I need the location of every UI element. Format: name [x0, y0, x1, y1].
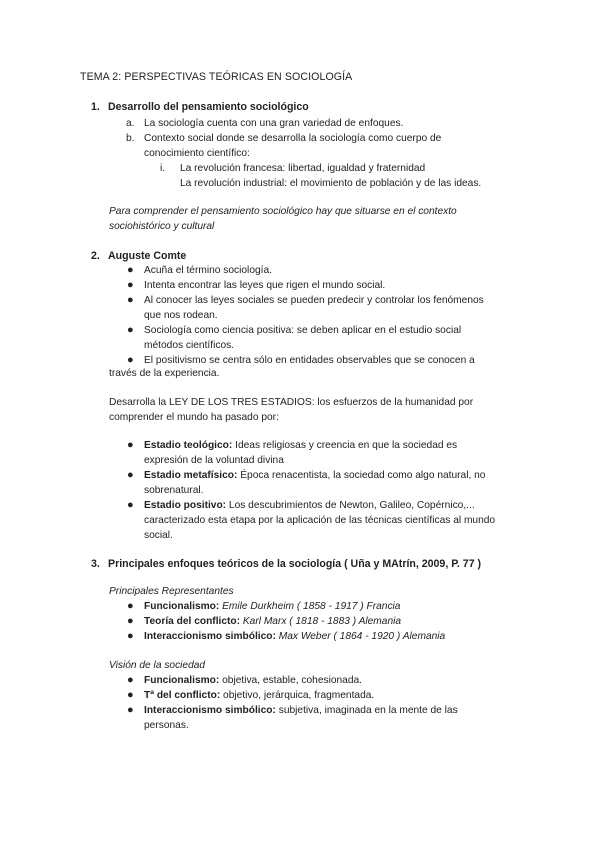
section-1-title: Desarrollo del pensamiento sociológico	[108, 101, 309, 113]
section-1-heading	[91, 100, 309, 115]
rep-label: Interaccionismo simbólico:	[144, 631, 276, 642]
bullet-icon: ●	[127, 499, 134, 511]
bullet-icon: ●	[127, 615, 134, 627]
list-item-text: Contexto social donde se desarrolla la sociología como cuerpo de	[144, 133, 442, 144]
list-item-text: La sociología cuenta con una gran variedad de enfoques.	[144, 118, 404, 129]
paragraph-line: Desarrolla la LEY DE LOS TRES ESTADIOS: los esfuerzos de la humanidad por	[109, 397, 474, 408]
vision-list	[127, 673, 547, 733]
vision-title: Visión de la sociedad	[109, 660, 206, 671]
bullet-icon: ●	[127, 279, 134, 291]
bullet-icon: ●	[127, 689, 134, 701]
stage-label: Estadio positivo:	[144, 500, 227, 511]
vision-text: subjetiva, imaginada en la mente de las	[275, 705, 458, 716]
list-item	[127, 629, 547, 644]
stage-text: Los descubrimientos de Newton, Galileo, Copérnico,...	[226, 500, 475, 511]
section-3-number: 3.	[91, 558, 100, 570]
list-item-text: Intenta encontrar las leyes que rigen el mundo social.	[144, 280, 386, 291]
bullet-icon: ●	[127, 630, 134, 642]
vision-text: personas.	[144, 720, 189, 731]
list-item	[126, 116, 546, 131]
bullet-icon: ●	[127, 354, 134, 366]
bullet-icon: ●	[127, 600, 134, 612]
rep-value: Karl Marx ( 1818 - 1883 ) Alemania	[240, 616, 402, 627]
list-item-text: Al conocer las leyes sociales se pueden predecir y controlar los fenómenos	[144, 295, 484, 306]
list-item-text: La revolución francesa: libertad, igualdad y fraternidad	[180, 163, 426, 174]
list-item-text: Acuña el término sociología.	[144, 265, 272, 276]
list-item	[127, 703, 547, 733]
vision-label: Tª del conflicto:	[144, 690, 221, 701]
bullet-icon: ●	[127, 264, 134, 276]
stage-text: Ideas religiosas y creencia en que la sociedad es	[232, 440, 458, 451]
vision-label: Interaccionismo simbólico:	[144, 705, 276, 716]
representatives-list	[127, 599, 547, 644]
list-marker: a.	[126, 118, 135, 129]
list-item-text: La revolución industrial: el movimiento de población y de las ideas.	[180, 178, 482, 189]
paragraph-line: comprender el mundo ha pasado por:	[109, 412, 279, 423]
list-item	[127, 278, 547, 293]
stage-text: caracterizado esta etapa por la aplicación de las técnicas científicas al mundo	[144, 515, 496, 526]
vision-text: objetivo, jerárquica, fragmentada.	[220, 690, 375, 701]
stage-text: social.	[144, 530, 173, 541]
rep-label: Funcionalismo:	[144, 601, 220, 612]
list-item-text: través de la experiencia.	[109, 368, 220, 379]
list-item	[127, 599, 547, 614]
list-item-text: El positivismo se centra sólo en entidades observables que se conocen a	[144, 355, 475, 366]
section-2-stages-list	[127, 438, 547, 543]
section-2-bullet-list	[127, 263, 547, 368]
section-2-number: 2.	[91, 250, 100, 262]
vision-label: Funcionalismo:	[144, 675, 220, 686]
list-item	[160, 161, 560, 191]
list-item-text: Sociología como ciencia positiva: se deben aplicar en el estudio social	[144, 325, 462, 336]
list-item	[127, 468, 547, 498]
document-title: TEMA 2: PERSPECTIVAS TEÓRICAS EN SOCIOLOGÍA	[80, 71, 353, 83]
bullet-icon: ●	[127, 294, 134, 306]
list-item-text: que nos rodean.	[144, 310, 218, 321]
list-item	[127, 293, 547, 323]
list-item	[127, 614, 547, 629]
list-item	[127, 498, 547, 543]
section-1-lettered-list	[126, 116, 546, 161]
section-2-title: Auguste Comte	[108, 250, 187, 262]
bullet-icon: ●	[127, 674, 134, 686]
list-item	[127, 323, 547, 353]
rep-value: Emile Durkheim ( 1858 - 1917 ) Francia	[219, 601, 401, 612]
section-2-intro	[109, 395, 549, 425]
list-item	[127, 688, 547, 703]
stage-label: Estadio teológico:	[144, 440, 233, 451]
bullet-icon: ●	[127, 439, 134, 451]
bullet-icon: ●	[127, 469, 134, 481]
stage-label: Estadio metafísico:	[144, 470, 238, 481]
section-3-heading	[91, 557, 481, 572]
note-line: Para comprender el pensamiento sociológico hay que situarse en el contexto	[109, 206, 457, 217]
section-3-title: Principales enfoques teóricos de la sociología ( Uña y MAtrín, 2009, P. 77 )	[108, 558, 482, 570]
list-marker: i.	[160, 163, 166, 174]
list-item	[127, 673, 547, 688]
bullet-icon: ●	[127, 704, 134, 716]
vision-text: objetiva, estable, cohesionada.	[219, 675, 363, 686]
rep-value: Max Weber ( 1864 - 1920 ) Alemania	[275, 631, 446, 642]
section-2-heading	[91, 249, 186, 264]
stage-text: expresión de la voluntad divina	[144, 455, 284, 466]
section-2-bullet-continuation	[109, 366, 549, 381]
list-marker: b.	[126, 133, 135, 144]
representatives-title: Principales Representantes	[109, 586, 234, 597]
rep-label: Teoría del conflicto:	[144, 616, 241, 627]
stage-text: sobrenatural.	[144, 485, 204, 496]
stage-text: Época renacentista, la sociedad como algo natural, no	[237, 470, 486, 481]
list-item-text: métodos científicos.	[144, 340, 235, 351]
note-line: sociohistórico y cultural	[109, 221, 215, 232]
list-item	[126, 131, 546, 161]
list-item-text: conocimiento científico:	[144, 148, 250, 159]
section-1-number: 1.	[91, 101, 100, 113]
section-1-note	[109, 204, 549, 234]
bullet-icon: ●	[127, 324, 134, 336]
list-item	[127, 263, 547, 278]
list-item	[127, 438, 547, 468]
section-1-roman-list	[160, 161, 560, 191]
